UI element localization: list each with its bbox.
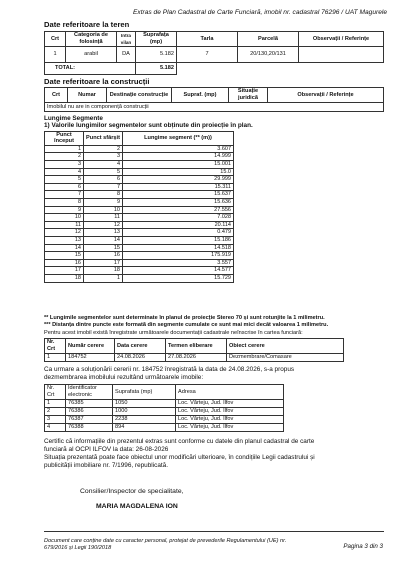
- table-cell: Dezmembrare/Comasare: [227, 354, 344, 362]
- table-cell: 7: [84, 183, 123, 191]
- table-cell: 1050: [113, 400, 176, 408]
- col-header: Punct început: [45, 132, 84, 146]
- page-number: Pagina 3 din 3: [343, 543, 383, 550]
- table-cell: 1: [45, 354, 66, 362]
- segmente-title: Lungime Segmente: [44, 115, 103, 122]
- table-cell: 9: [84, 198, 123, 206]
- table-cell: 3.607: [123, 145, 234, 153]
- table-cell: Loc. Vărteju, Jud. Ilfov: [176, 424, 284, 432]
- table-cell: Loc. Vărteju, Jud. Ilfov: [176, 416, 284, 424]
- table-row: [45, 153, 234, 161]
- table-row: [45, 161, 234, 169]
- table-row: [45, 252, 234, 260]
- col-header: Observații / Referințe: [268, 88, 384, 103]
- signatory-role: Consilier/Inspector de specialitate,: [80, 488, 184, 495]
- signatory-name: MARIA MAGDALENA ION: [96, 503, 178, 510]
- table-cell: 13: [84, 229, 123, 237]
- table-cell: 11: [45, 221, 84, 229]
- col-header: Crt: [45, 88, 68, 103]
- constructii-section-title: Date referitoare la construcții: [44, 77, 150, 86]
- table-cell: 2: [84, 145, 123, 153]
- table-row: [45, 183, 234, 191]
- table-cell: 4: [45, 424, 66, 432]
- col-header: Data cerere: [115, 339, 166, 354]
- col-header: Parcelă: [238, 32, 299, 47]
- table-row: [45, 103, 384, 112]
- table-cell: 76387: [66, 416, 113, 424]
- table-cell: 12: [45, 229, 84, 237]
- col-header: Categoria de folosință: [66, 32, 117, 47]
- footer-line-2: 679/2016 și Legii 190/2018: [44, 545, 112, 551]
- table-row: [45, 145, 234, 153]
- cereri-intro: Pentru acest imobil există înregistrate următoarele documentații cadastrale neînscrise în cartea funciară:: [44, 330, 303, 336]
- teren-table: [44, 31, 384, 75]
- table-header-row: [45, 32, 384, 47]
- table-row: [45, 259, 234, 267]
- table-cell: 3.557: [123, 259, 234, 267]
- col-header: Supraf. (mp): [172, 88, 229, 103]
- col-header: Numar: [68, 88, 107, 103]
- constructii-note: Imobilul nu are in componență construcții: [45, 103, 384, 112]
- table-row: [45, 354, 344, 362]
- table-row: [45, 221, 234, 229]
- table-cell: 16: [45, 259, 84, 267]
- certificare-line-2: funciară al OCPI ILFOV la data: 26-08-2026: [44, 446, 169, 453]
- col-header: Punct sfârșit: [84, 132, 123, 146]
- footer-divider: [44, 531, 384, 532]
- table-cell: 29.999: [123, 176, 234, 184]
- table-cell: 4: [84, 161, 123, 169]
- col-header: Destinație construcție: [107, 88, 172, 103]
- col-header: Suprafata (mp): [113, 385, 176, 400]
- table-cell: 2: [45, 153, 84, 161]
- table-cell: 17: [84, 259, 123, 267]
- table-row: [45, 176, 234, 184]
- table-cell: 3: [45, 161, 84, 169]
- table-cell: 15.001: [123, 161, 234, 169]
- table-cell: 20/130,20/131: [238, 47, 299, 63]
- table-cell: DA: [117, 47, 136, 63]
- table-cell: 5.182: [136, 47, 177, 63]
- imobile-rezultate-table: [44, 384, 284, 432]
- table-cell: Loc. Vărteju, Jud. Ilfov: [176, 400, 284, 408]
- table-header-row: [45, 385, 284, 400]
- table-cell: 15: [45, 252, 84, 260]
- solutionare-line-2: dezmembrarea imobilului rezultând următoarele imobile:: [44, 374, 204, 381]
- table-cell: Loc. Vărteju, Jud. Ilfov: [176, 408, 284, 416]
- table-cell: 894: [113, 424, 176, 432]
- col-header: Identificator electronic: [66, 385, 113, 400]
- col-header: Obiect cerere: [227, 339, 344, 354]
- table-cell: 1: [45, 400, 66, 408]
- col-header: Crt: [45, 32, 66, 47]
- table-cell: 9: [45, 206, 84, 214]
- table-cell: 3: [84, 153, 123, 161]
- certificare-line-3: Situația prezentată poate face obiectul unor modificări ulterioare, în condițiile Legii cadastrului și: [44, 454, 315, 461]
- total-label: TOTAL:: [45, 63, 136, 75]
- table-cell: 1: [45, 145, 84, 153]
- table-cell: 7.028: [123, 214, 234, 222]
- segmente-note-1: ** Lungimile segmentelor sunt determinate în planul de proiecție Stereo 70 și sunt rotunjite la 1 milimetru.: [44, 315, 325, 321]
- table-cell: 15.636: [123, 198, 234, 206]
- col-header: Adresa: [176, 385, 284, 400]
- table-cell: 14: [45, 244, 84, 252]
- table-cell: 10: [84, 206, 123, 214]
- table-cell: 20.114: [123, 221, 234, 229]
- col-header: Situație juridică: [229, 88, 268, 103]
- table-cell: 24.08.2026: [115, 354, 166, 362]
- table-cell: 27.08.2026: [166, 354, 227, 362]
- segmente-table: [44, 131, 234, 283]
- col-header: Suprafața (mp): [136, 32, 177, 47]
- table-cell: 3: [45, 416, 66, 424]
- table-cell: 18: [84, 267, 123, 275]
- col-header: Tarla: [177, 32, 238, 47]
- page-header: Extras de Plan Cadastral de Carte Funciară, imobil nr. cadastral 76296 / UAT Magurele: [133, 9, 387, 16]
- table-cell: 7: [45, 191, 84, 199]
- certificare-line-4: publicității imobiliare nr. 7/1996, republicată.: [44, 462, 168, 469]
- table-row: [45, 191, 234, 199]
- col-header: Termen eliberare: [166, 339, 227, 354]
- table-row: [45, 424, 284, 432]
- table-row: [45, 229, 234, 237]
- cereri-table: [44, 338, 344, 362]
- teren-section-title: Date referitoare la teren: [44, 20, 130, 29]
- table-cell: 8: [45, 198, 84, 206]
- table-cell: 5: [45, 176, 84, 184]
- table-cell: 14.518: [123, 244, 234, 252]
- table-row: [45, 400, 284, 408]
- segmente-subtitle: 1) Valorile lungimilor segmentelor sunt obținute din proiecție în plan.: [44, 122, 253, 129]
- col-header: Nr. Crt: [45, 385, 66, 400]
- table-cell: 6: [84, 176, 123, 184]
- total-row: [45, 63, 384, 75]
- table-cell: 16: [84, 252, 123, 260]
- table-cell: 7: [177, 47, 238, 63]
- table-cell: 11: [84, 214, 123, 222]
- table-cell: 15.729: [123, 274, 234, 282]
- table-cell: 76385: [66, 400, 113, 408]
- table-cell: 8: [84, 191, 123, 199]
- table-header-row: [45, 88, 384, 103]
- table-cell: [299, 47, 384, 63]
- col-header: Intra vilan: [117, 32, 136, 47]
- table-cell: 14: [84, 236, 123, 244]
- total-value: 5.182: [136, 63, 177, 75]
- table-cell: 1: [45, 47, 66, 63]
- table-cell: arabil: [66, 47, 117, 63]
- table-cell: 15.0: [123, 168, 234, 176]
- table-row: [45, 198, 234, 206]
- table-row: [45, 168, 234, 176]
- col-header: Nr. Crt: [45, 339, 66, 354]
- table-header-row: [45, 132, 234, 146]
- table-cell: 2: [45, 408, 66, 416]
- table-row: [45, 274, 234, 282]
- segmente-note-2: *** Distanța dintre puncte este formată din segmente cumulate ce sunt mai mici decât valoarea 1 milimetru.: [44, 322, 329, 328]
- table-cell: 15.637: [123, 191, 234, 199]
- table-cell: 0.479: [123, 229, 234, 237]
- table-cell: 1000: [113, 408, 176, 416]
- table-cell: 10: [45, 214, 84, 222]
- table-cell: 27.556: [123, 206, 234, 214]
- table-row: [45, 47, 384, 63]
- table-row: [45, 267, 234, 275]
- table-cell: 76386: [66, 408, 113, 416]
- table-cell: 12: [84, 221, 123, 229]
- table-cell: 15: [84, 244, 123, 252]
- table-cell: 4: [45, 168, 84, 176]
- table-cell: 13: [45, 236, 84, 244]
- table-row: [45, 416, 284, 424]
- table-cell: 15.186: [123, 236, 234, 244]
- table-cell: 18: [45, 274, 84, 282]
- table-row: [45, 236, 234, 244]
- table-cell: 14.577: [123, 267, 234, 275]
- certificare-line-1: Certific că informațiile din prezentul extras sunt conforme cu datele din planul cadastral de carte: [44, 438, 315, 445]
- table-cell: 76388: [66, 424, 113, 432]
- col-header: Număr cerere: [66, 339, 115, 354]
- table-cell: 17: [45, 267, 84, 275]
- col-header: Observații / Referințe: [299, 32, 384, 47]
- solutionare-line-1: Ca urmare a soluționării cererii nr. 184752 înregistrată la data de 24.08.2026, s-a propus: [44, 366, 295, 373]
- table-cell: 1: [84, 274, 123, 282]
- col-header: Lungime segment (** (m)): [123, 132, 234, 146]
- table-cell: 15.311: [123, 183, 234, 191]
- table-cell: 14.999: [123, 153, 234, 161]
- footer-note: [44, 538, 286, 552]
- table-cell: 175.919: [123, 252, 234, 260]
- table-row: [45, 206, 234, 214]
- table-header-row: [45, 339, 344, 354]
- constructii-table: [44, 87, 384, 112]
- table-row: [45, 214, 234, 222]
- table-row: [45, 408, 284, 416]
- table-cell: 184752: [66, 354, 115, 362]
- table-cell: 5: [84, 168, 123, 176]
- footer-line-1: Document care conține date cu caracter personal, protejat de prevederile Regulamentului (UE) nr.: [44, 538, 287, 544]
- table-cell: 6: [45, 183, 84, 191]
- table-cell: 2238: [113, 416, 176, 424]
- table-row: [45, 244, 234, 252]
